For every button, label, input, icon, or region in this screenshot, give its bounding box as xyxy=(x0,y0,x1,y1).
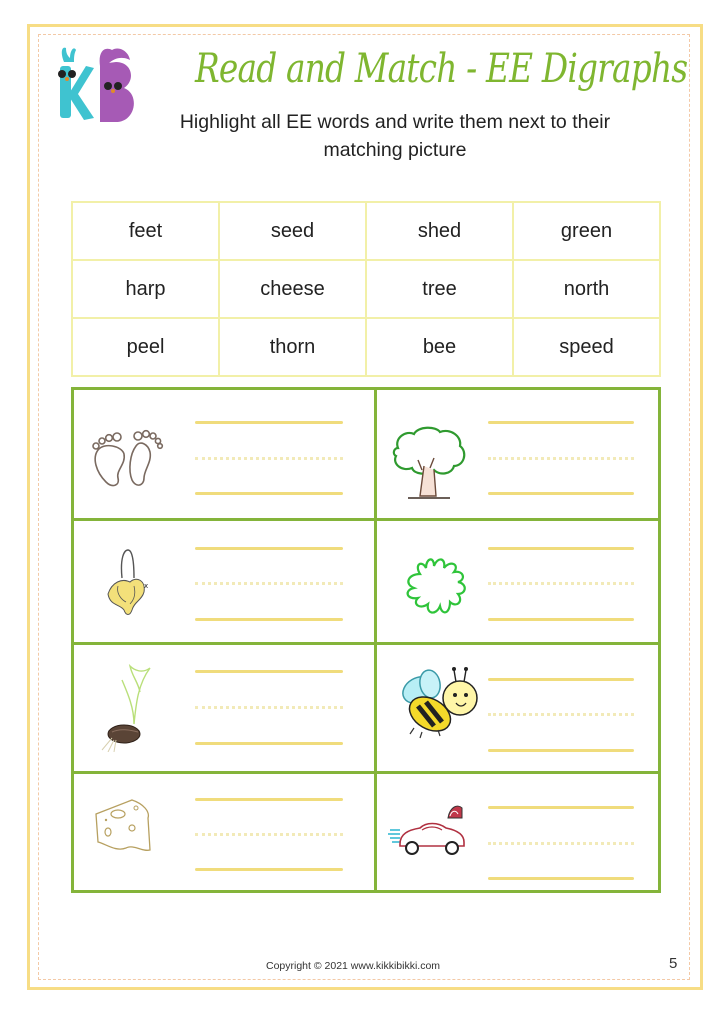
writing-line[interactable] xyxy=(488,749,634,752)
word-cell[interactable]: bee xyxy=(366,318,513,376)
grid-divider xyxy=(74,642,658,645)
grid-divider xyxy=(74,771,658,774)
bee-icon xyxy=(394,666,484,746)
copyright-footer: Copyright © 2021 www.kikkibikki.com xyxy=(266,960,441,972)
instructions-line-1: Highlight all EE words and write them next to their xyxy=(179,111,611,133)
writing-line[interactable] xyxy=(488,678,634,681)
instructions-line-2: matching picture xyxy=(323,139,467,161)
writing-line[interactable] xyxy=(195,492,343,495)
writing-guide-dotted xyxy=(488,582,634,585)
word-cell[interactable]: green xyxy=(513,202,660,260)
kb-logo-icon xyxy=(50,44,140,126)
cheese-icon xyxy=(92,798,154,854)
banana-peel-icon xyxy=(104,548,154,618)
word-row xyxy=(72,202,660,260)
writing-line[interactable] xyxy=(488,547,634,550)
writing-line[interactable] xyxy=(488,877,634,880)
writing-line[interactable] xyxy=(195,670,343,673)
word-cell[interactable]: speed xyxy=(513,318,660,376)
writing-guide-dotted xyxy=(488,713,634,716)
picture-match-grid xyxy=(71,387,661,893)
word-cell[interactable]: seed xyxy=(219,202,366,260)
writing-guide-dotted xyxy=(488,457,634,460)
writing-line[interactable] xyxy=(488,806,634,809)
page-title: Read and Match - EE Digraphs xyxy=(195,46,688,92)
svg-text:x: x xyxy=(144,582,149,590)
speeding-car-icon xyxy=(386,800,476,866)
instructions xyxy=(130,108,660,164)
writing-line[interactable] xyxy=(195,618,343,621)
seed-icon xyxy=(94,658,174,752)
word-bank-table xyxy=(71,201,661,377)
writing-line[interactable] xyxy=(195,547,343,550)
page-number: 5 xyxy=(669,955,678,972)
writing-guide-dotted xyxy=(488,842,634,845)
writing-line[interactable] xyxy=(195,421,343,424)
word-cell[interactable]: shed xyxy=(366,202,513,260)
grid-divider xyxy=(74,518,658,521)
tree-icon xyxy=(390,426,470,504)
writing-guide-dotted xyxy=(195,457,343,460)
writing-guide-dotted xyxy=(195,706,343,709)
writing-line[interactable] xyxy=(195,742,343,745)
writing-line[interactable] xyxy=(488,421,634,424)
writing-line[interactable] xyxy=(488,492,634,495)
word-cell[interactable]: thorn xyxy=(219,318,366,376)
green-splash-icon xyxy=(400,554,480,620)
grid-divider xyxy=(374,390,377,890)
word-cell[interactable]: cheese xyxy=(219,260,366,318)
writing-line[interactable] xyxy=(195,798,343,801)
word-cell[interactable]: tree xyxy=(366,260,513,318)
writing-line[interactable] xyxy=(195,868,343,871)
writing-line[interactable] xyxy=(488,618,634,621)
word-cell[interactable]: north xyxy=(513,260,660,318)
word-row xyxy=(72,318,660,376)
word-row xyxy=(72,260,660,318)
word-cell[interactable]: feet xyxy=(72,202,219,260)
word-cell[interactable]: harp xyxy=(72,260,219,318)
word-cell[interactable]: peel xyxy=(72,318,219,376)
feet-icon xyxy=(88,428,174,492)
writing-guide-dotted xyxy=(195,833,343,836)
writing-guide-dotted xyxy=(195,582,343,585)
